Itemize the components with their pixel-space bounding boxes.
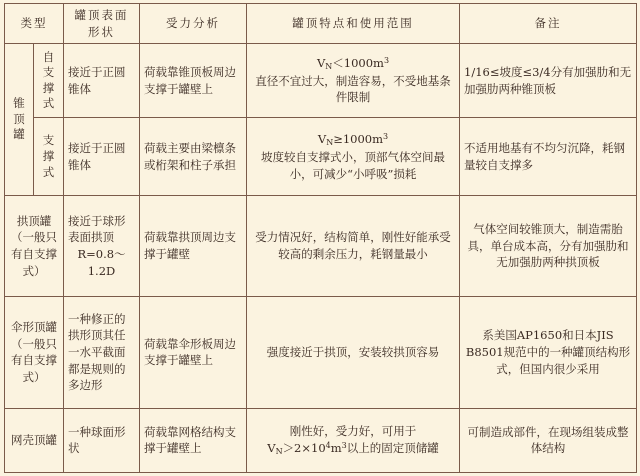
table-row-cone-supported [5,118,637,196]
tank-roof-comparison-table [4,3,637,473]
header-roof-shape: 罐顶表面形状 [64,4,140,44]
header-features: 罐顶特点和使用范围 [247,4,460,44]
cone-roof-label: 锥 顶 罐 [5,44,34,196]
geodesic-roof-force: 荷载靠网格结构支撑于罐壁上 [140,408,247,472]
umbrella-roof-force: 荷载靠伞形板周边支撑于罐壁上 [140,296,247,408]
header-row [5,4,637,44]
umbrella-roof-shape: 一种修正的拱形顶其任一水平截面都是规则的多边形 [64,296,140,408]
header-type: 类型 [5,4,64,44]
umbrella-roof-remarks: 系美国AP1650和日本JIS B8501规范中的一种罐顶结构形式，但国内很少采用 [460,296,637,408]
dome-roof-type: 拱顶罐（一般只有自支撑式） [5,196,64,296]
self-support-label: 自 支 撑 式 [34,44,64,118]
header-remarks: 备注 [460,4,637,44]
umbrella-roof-features: 强度接近于拱顶，安装较拱顶容易 [247,296,460,408]
dome-roof-remarks: 气体空间较锥顶大，制造需胎具，单台成本高，分有加强肋和无加强肋两种拱顶板 [460,196,637,296]
geodesic-roof-features: 刚性好，受力好，可用于 $V_N>2\times 10^4m^3$以上的固定顶储罐 [247,408,460,472]
geodesic-roof-shape: 一种球面形状 [64,408,140,472]
table-row-cone-self-support [5,44,637,118]
dome-roof-features: 受力情况好，结构简单，刚性好能承受较高的剩余压力，耗钢量最小 [247,196,460,296]
cone-self-features: $V_N<1000m^3$ 直径不宜过大，制造容易，不受地基条件限制 [247,44,460,118]
cone-self-shape: 接近于正圆锥体 [64,44,140,118]
dome-roof-force: 荷载靠拱顶周边支撑于罐壁 [140,196,247,296]
cone-supported-remarks: 不适用地基有不均匀沉降，耗钢量较自支撑多 [460,118,637,196]
cone-supported-features: $V_N\ge 1000m^3$ 坡度较自支撑式小，顶部气体空间最小，可减少“小呼吸”损耗 [247,118,460,196]
supported-label: 支 撑 式 [34,118,64,196]
cone-self-remarks: 1/16≤坡度≤3/4分有加强肋和无加强肋两种锥顶板 [460,44,637,118]
cone-supported-force: 荷载主要由梁檩条或桁架和柱子承担 [140,118,247,196]
cone-self-force: 荷载靠锥顶板周边支撑于罐壁上 [140,44,247,118]
table-row-geodesic [5,408,637,472]
geodesic-roof-remarks: 可制造成部件，在现场组装成整体结构 [460,408,637,472]
table-row-dome [5,196,637,296]
table-row-umbrella [5,296,637,408]
umbrella-roof-type: 伞形顶罐（一般只有自支撑式） [5,296,64,408]
dome-roof-shape: 接近于球形表面拱顶 R=0.8～1.2D [64,196,140,296]
cone-supported-shape: 接近于正圆锥体 [64,118,140,196]
geodesic-roof-type: 网壳顶罐 [5,408,64,472]
header-force: 受力分析 [140,4,247,44]
